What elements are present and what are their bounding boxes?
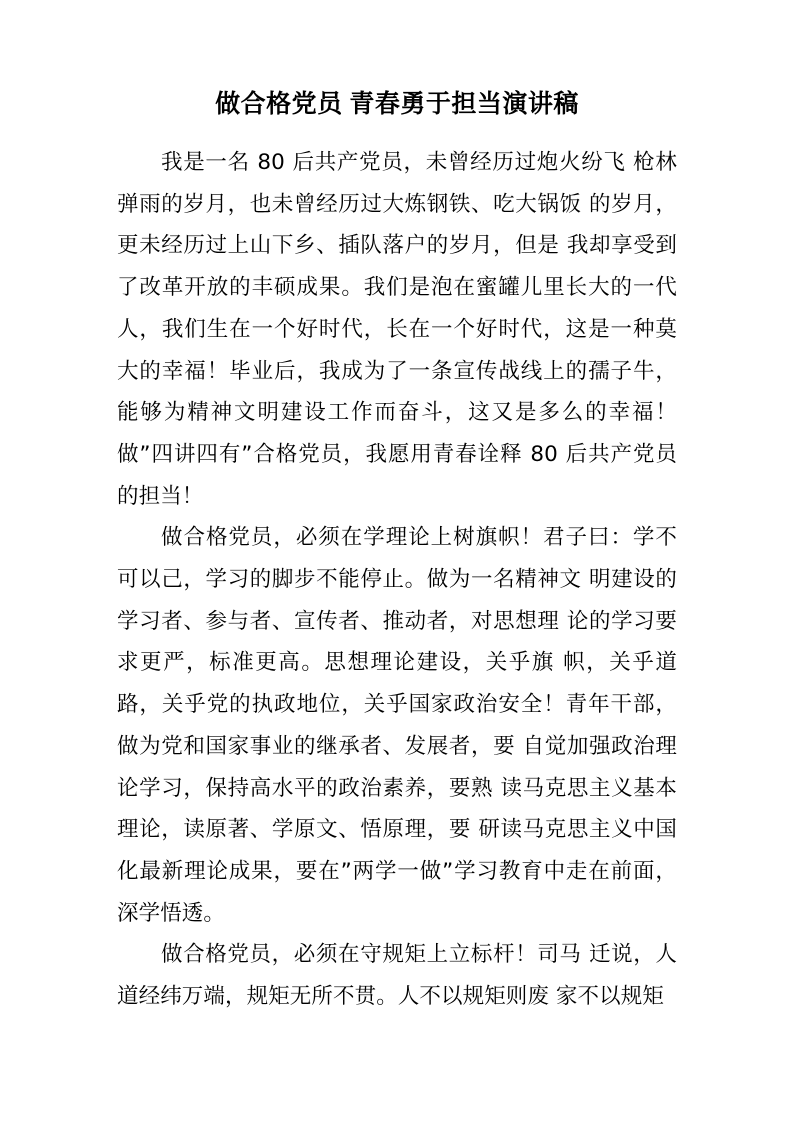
paragraph bbox=[117, 142, 677, 517]
text-line: 理论，读原著、学原文、悟原理，要 研读马克思主义中国 bbox=[117, 817, 677, 843]
text-line: 路，关乎党的执政地位，关乎国家政治安全！青年干部， bbox=[117, 692, 677, 718]
document-body bbox=[117, 124, 677, 1018]
text-line: 化最新理论成果，要在”两学一做”学习教育中走在前面， bbox=[117, 858, 677, 884]
text-line: 学习者、参与者、宣传者、推动者，对思想理 论的学习要 bbox=[117, 608, 677, 634]
paragraph bbox=[117, 934, 677, 1017]
text-line: 做”四讲四有”合格党员，我愿用青春诠释 80 后共产党员 bbox=[117, 441, 677, 467]
document-title: 做合格党员 青春勇于担当演讲稿 bbox=[215, 91, 579, 118]
paragraph bbox=[117, 517, 677, 934]
text-line: 可以己，学习的脚步不能停止。做为一名精神文 明建设的 bbox=[117, 567, 677, 593]
text-line: 人，我们生在一个好时代，长在一个好时代，这是一种莫 bbox=[117, 316, 677, 342]
text-line: 的担当！ bbox=[117, 483, 204, 509]
text-line: 做为党和国家事业的继承者、发展者，要 自觉加强政治理 bbox=[117, 733, 677, 759]
text-line: 弹雨的岁月，也未曾经历过大炼钢铁、吃大锅饭 的岁月， bbox=[117, 191, 677, 217]
text-line: 能够为精神文明建设工作而奋斗，这又是多么的幸福！ bbox=[117, 400, 677, 426]
text-line: 了改革开放的丰硕成果。我们是泡在蜜罐儿里长大的一代 bbox=[117, 275, 677, 301]
text-line: 我是一名 80 后共产党员，未曾经历过炮火纷飞 枪林 bbox=[161, 150, 677, 175]
text-line: 做合格党员，必须在守规矩上立标杆！司马 迁说，人 bbox=[161, 942, 677, 968]
text-line: 道经纬万端，规矩无所不贯。人不以规矩则废 家不以规矩 bbox=[117, 984, 664, 1010]
text-line: 求更严，标准更高。思想理论建设，关乎旗 帜，关乎道 bbox=[117, 650, 677, 676]
text-line: 更未经历过上山下乡、插队落户的岁月，但是 我却享受到 bbox=[117, 233, 677, 259]
text-line: 做合格党员，必须在学理论上树旗帜！君子曰：学不 bbox=[161, 525, 677, 551]
page-header-area bbox=[0, 0, 794, 86]
text-line: 大的幸福！毕业后，我成为了一条宣传战线上的孺子牛， bbox=[117, 358, 677, 384]
text-line: 论学习，保持高水平的政治素养，要熟 读马克思主义基本 bbox=[117, 775, 677, 801]
text-line: 深学悟透。 bbox=[117, 900, 226, 926]
